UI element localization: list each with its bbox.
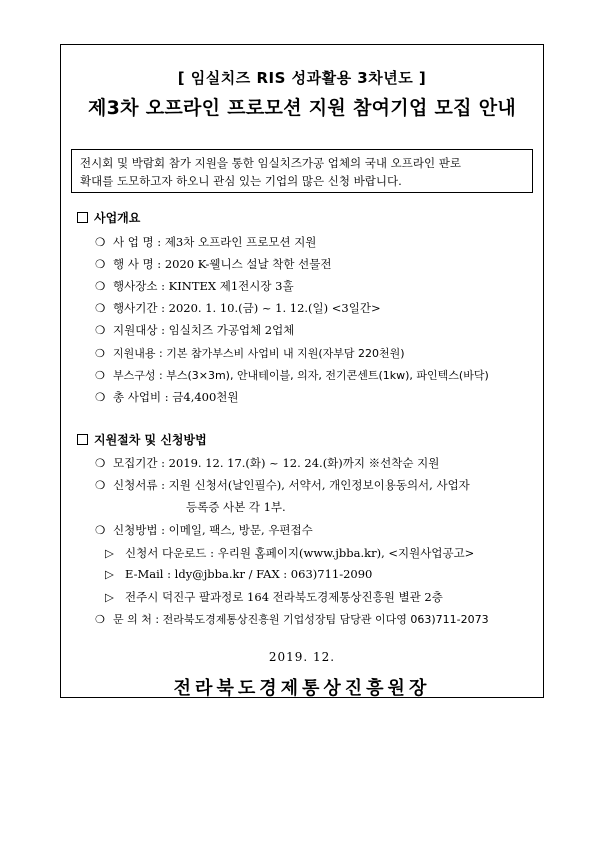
procedure-item [95,477,470,493]
overview-item [95,367,489,383]
item-text: 부스구성 : 부스(3×3m), 안내테이블, 의자, 전기콘센트(1kw), 파인텍스(바닥) [113,369,489,382]
circle-bullet-icon: ❍ [95,390,106,404]
section-heading-label: 지원절차 및 신청방법 [94,433,207,447]
overview-item [95,234,316,250]
intro-line: 확대를 도모하고자 하오니 관심 있는 기업의 많은 신청 바랍니다. [80,174,402,188]
overview-item [95,345,405,361]
circle-bullet-icon: ❍ [95,347,105,360]
item-text: 행 사 명 : 2020 K-웰니스 설날 착한 선물전 [113,257,332,271]
circle-bullet-icon: ❍ [95,235,106,249]
section-heading-overview [77,209,140,226]
item-text: 문 의 처 : 전라북도경제통상진흥원 기업성장팀 담당관 이다영 063)711-2073 [113,613,489,626]
overview-item [95,278,294,294]
overview-item [95,300,381,316]
procedure-item [95,455,439,471]
method-sub-item [105,589,443,605]
triangle-bullet-icon: ▷ [105,590,114,604]
notice-frame [60,44,544,698]
item-text: 신청서 다운로드 : 우리원 홈페이지(www.jbba.kr), <지원사업공고> [125,546,475,560]
issuer-signature: 전라북도경제통상진흥원장 [173,678,431,699]
intro-line: 전시회 및 박람회 참가 지원을 통한 임실치즈가공 업체의 국내 오프라인 판로 [80,156,461,170]
circle-bullet-icon: ❍ [95,456,106,470]
intro-box [71,149,533,193]
procedure-item-continuation: 등록증 사본 각 1부. [186,500,286,514]
overview-item [95,322,294,338]
checkbox-square-icon [77,212,88,223]
notice-date: 2019. 12. [268,650,336,664]
item-text: 총 사업비 : 금4,400천원 [113,390,239,404]
item-text: 사 업 명 : 제3차 오프라인 프로모션 지원 [113,235,317,249]
notice-title: 제3차 오프라인 프로모션 지원 참여기업 모집 안내 [87,97,517,119]
circle-bullet-icon: ❍ [95,523,106,537]
procedure-item [95,522,313,538]
item-text: 전주시 덕진구 팔과정로 164 전라북도경제통상진흥원 별관 2층 [125,590,443,604]
circle-bullet-icon: ❍ [95,613,105,626]
method-sub-item [105,545,474,561]
section-heading-label: 사업개요 [94,211,141,225]
circle-bullet-icon: ❍ [95,323,106,337]
method-sub-item [105,567,372,581]
item-text: E-Mail : ldy@jbba.kr / FAX : 063)711-2090 [125,567,373,581]
circle-bullet-icon: ❍ [95,257,106,271]
section-heading-procedure [77,431,207,448]
circle-bullet-icon: ❍ [95,369,105,382]
triangle-bullet-icon: ▷ [105,567,114,581]
checkbox-square-icon [77,434,88,445]
item-text: 지원대상 : 임실치즈 가공업체 2업체 [113,323,295,337]
circle-bullet-icon: ❍ [95,301,106,315]
item-text: 행사장소 : KINTEX 제1전시장 3홀 [113,279,294,293]
overview-item [95,389,239,405]
item-text: 지원내용 : 기본 참가부스비 사업비 내 지원(자부담 220천원) [113,347,405,360]
circle-bullet-icon: ❍ [95,279,106,293]
circle-bullet-icon: ❍ [95,478,106,492]
item-text: 행사기간 : 2020. 1. 10.(금) ~ 1. 12.(일) <3일간> [113,301,381,315]
notice-subtitle: [ 임실치즈 RIS 성과활용 3차년도 ] [177,69,427,87]
item-text: 신청서류 : 지원 신청서(날인필수), 서약서, 개인정보이용동의서, 사업자 [113,478,470,492]
item-text: 모집기간 : 2019. 12. 17.(화) ~ 12. 24.(화)까지 ※선착순 지원 [113,456,440,470]
overview-item [95,256,331,272]
item-text: 신청방법 : 이메일, 팩스, 방문, 우편접수 [113,523,313,537]
procedure-item [95,611,489,627]
triangle-bullet-icon: ▷ [105,546,114,560]
